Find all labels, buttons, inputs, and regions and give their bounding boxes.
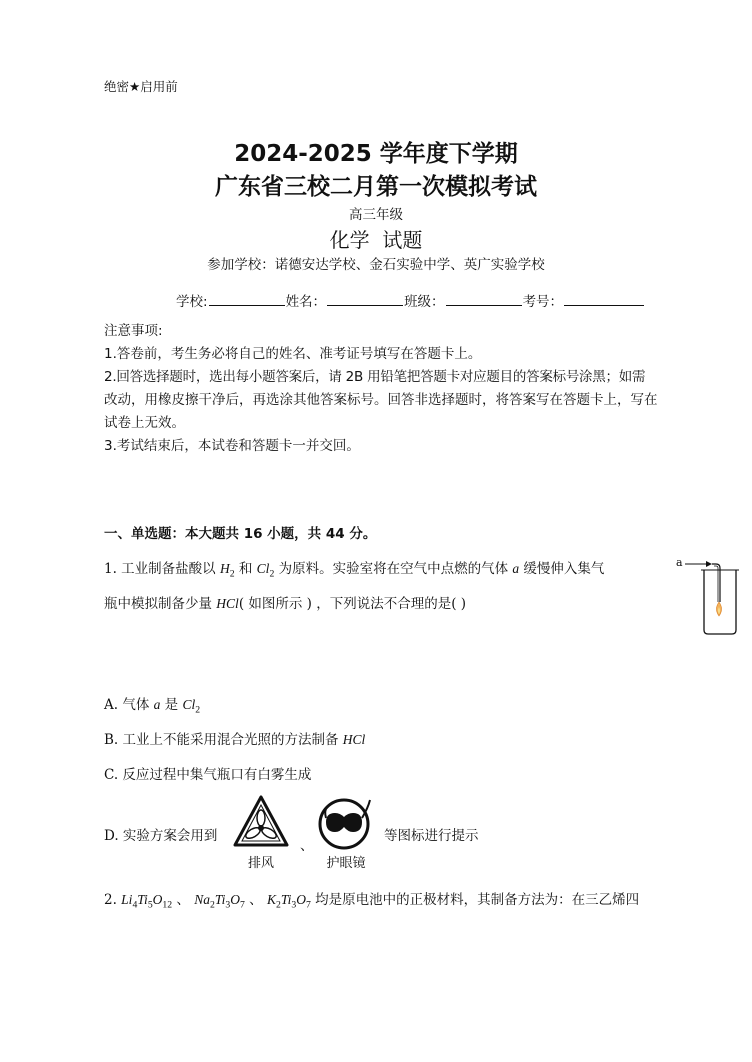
q1-text: 瓶中模拟制备少量 <box>104 596 217 612</box>
notice-item-3: 3.考试结束后，本试卷和答题卡一并交回。 <box>104 438 360 454</box>
formula-part: Ti <box>137 892 148 907</box>
question-1-line-2 <box>104 592 466 612</box>
formula-subscript: 7 <box>239 899 245 911</box>
option-d[interactable] <box>104 824 217 844</box>
option-d-text: D. 实验方案会用到 <box>104 828 218 844</box>
cl2-subscript: 2 <box>269 568 275 580</box>
formula-part: Ti <box>214 892 226 907</box>
option-c[interactable]: C. 反应过程中集气瓶口有白雾生成 <box>104 767 312 783</box>
q1-text: 缓慢伸入集气 <box>519 561 605 577</box>
option-d-ending: 等图标进行提示 <box>384 828 479 844</box>
li4ti5o12-formula <box>121 892 173 911</box>
q1-text: 和 <box>234 561 257 577</box>
q1-text: 1. 工业制备盐酸以 <box>104 561 220 577</box>
cl2-symbol: Cl <box>256 561 270 576</box>
figure-label-a: a <box>676 556 683 569</box>
formula-part: O <box>152 892 163 907</box>
gas-jar-figure <box>676 554 746 640</box>
option-a-cl: Cl <box>182 697 196 712</box>
name-blank[interactable] <box>327 293 403 306</box>
exam-title: 广东省三校二月第一次模拟考试 <box>215 174 537 200</box>
goggles-label: 护眼镜 <box>326 856 366 871</box>
q2-separator: 、 <box>172 892 195 908</box>
section-1-title: 一、单选题：本大题共 16 小题，共 44 分。 <box>104 526 377 542</box>
grade-label: 高三年级 <box>349 207 403 223</box>
option-a-text: A. 气体 <box>104 697 154 713</box>
formula-subscript: 2 <box>275 899 281 911</box>
school-label: 学校: <box>176 294 208 310</box>
h2-symbol: H <box>219 561 230 576</box>
year-title: 2024-2025 学年度下学期 <box>234 141 518 167</box>
question-1-line-1 <box>104 557 604 580</box>
info-fields-line <box>176 290 645 310</box>
formula-part: Li <box>121 892 133 907</box>
q2-text: 2. <box>104 892 122 908</box>
secret-mark: 绝密★启用前 <box>104 79 178 94</box>
formula-part: O <box>296 892 306 907</box>
notice-item-1: 1.答卷前，考生务必将自己的姓名、准考证号填写在答题卡上。 <box>104 346 482 362</box>
ventilation-icon-group <box>232 794 290 872</box>
hcl-formula: HCl <box>216 596 239 611</box>
formula-part: Na <box>194 892 210 907</box>
formula-subscript: 7 <box>305 899 311 911</box>
notice-heading: 注意事项: <box>104 323 163 339</box>
formula-subscript: 12 <box>162 899 173 911</box>
formula-subscript: 2 <box>210 899 215 911</box>
h2-formula <box>219 561 235 580</box>
cl2-formula <box>256 561 275 580</box>
formula-part: Ti <box>280 892 292 907</box>
na2ti3o7-formula <box>194 892 245 911</box>
q1-text: 为原料。实验室将在空气中点燃的气体 <box>274 561 513 577</box>
q1-text: ( 如图所示 ) ，下列说法不合理的是( ) <box>238 596 467 612</box>
gas-jar-drawing <box>676 554 746 640</box>
notice-item-2-line-3: 试卷上无效。 <box>104 415 185 431</box>
ventilation-label: 排风 <box>247 856 274 871</box>
q2-separator: 、 <box>244 892 267 908</box>
class-label: 班级： <box>404 294 445 310</box>
ventilation-icon <box>232 794 290 848</box>
option-b-formula: HCl <box>342 732 366 747</box>
option-d-separator: 、 <box>300 838 314 854</box>
notice-item-2-line-1: 2.回答选择题时，选出每小题答案后，请 2B 用铅笔把答题卡对应题目的答案标号涂黑；如需 <box>104 369 646 385</box>
formula-subscript: 3 <box>225 899 231 911</box>
option-b[interactable] <box>104 728 365 748</box>
notice-item-2-line-2: 改动，用橡皮擦干净后，再选涂其他答案标号。回答非选择题时，将答案写在答题卡上，写在 <box>104 392 658 408</box>
formula-subscript: 5 <box>147 899 153 911</box>
participating-schools: 参加学校：诺德安达学校、金石实验中学、英广实验学校 <box>207 257 545 273</box>
name-label: 姓名： <box>285 294 327 310</box>
question-2-line-1 <box>104 888 639 911</box>
class-blank[interactable] <box>446 293 522 306</box>
exam-no-label: 考号： <box>522 294 564 310</box>
formula-part: O <box>230 892 240 907</box>
option-b-text: B. 工业上不能采用混合光照的方法制备 <box>104 732 343 748</box>
option-a-formula <box>182 697 201 716</box>
formula-subscript: 3 <box>291 899 297 911</box>
h2-subscript: 2 <box>229 568 235 580</box>
subject-title: 化学 试题 <box>329 228 423 252</box>
option-a-text: 是 <box>160 697 183 713</box>
school-blank[interactable] <box>209 293 285 306</box>
exam-no-blank[interactable] <box>564 293 644 306</box>
goggles-icon-group <box>316 796 376 872</box>
option-a-var: a <box>153 697 161 712</box>
formula-part: K <box>266 892 276 907</box>
option-a-subscript: 2 <box>195 704 201 716</box>
option-a[interactable] <box>104 693 200 716</box>
k2ti3o7-formula <box>266 892 311 911</box>
formula-subscript: 4 <box>132 899 138 911</box>
q2-text: 均是原电池中的正极材料，其制备方法为：在三乙烯四 <box>310 892 640 908</box>
gas-a-symbol: a <box>512 561 520 576</box>
goggles-icon <box>316 796 376 850</box>
